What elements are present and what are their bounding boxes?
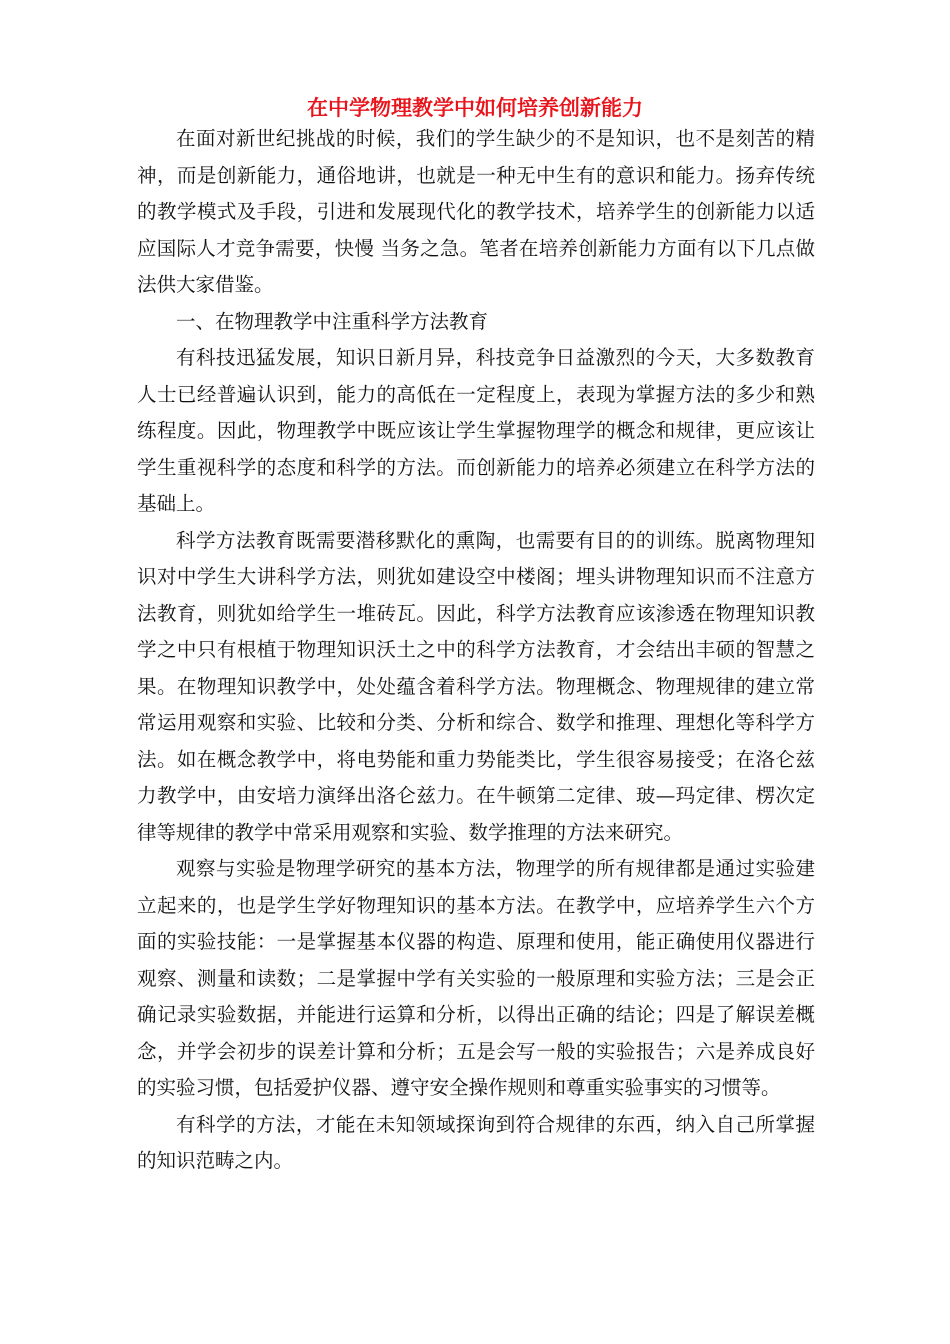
paragraph-method-education: 科学方法教育既需要潜移默化的熏陶，也需要有目的的训练。脱离物理知识对中学生大讲科学方法，则犹如建设空中楼阁；埋头讲物理知识而不注意方法教育，则犹如给学生一堆砖瓦。因此，科学方法教育应该渗透在物理知识教学之中只有根植于物理知识沃土之中的科学方法教育，才会结出丰硕的智慧之果。在物理知识教学中，处处蕴含着科学方法。物理概念、物理规律的建立常常运用观察和实验、比较和分类、分析和综合、数学和推理、理想化等科学方法。如在概念教学中，将电势能和重力势能类比，学生很容易接受；在洛仑兹力教学中，由安培力演绎出洛仑兹力。在牛顿第二定律、玻—玛定律、楞次定律等规律的教学中常采用观察和实验、数学推理的方法来研究。: [137, 528, 815, 844]
paragraph-method-importance: 有科技迅猛发展，知识日新月异，科技竞争日益激烈的今天，大多数教育人士已经普遍认识到，能力的高低在一定程度上，表现为掌握方法的多少和熟练程度。因此，物理教学中既应该让学生掌握物理学的概念和规律，更应该让学生重视科学的态度和科学的方法。而创新能力的培养必须建立在科学方法的基础上。: [137, 346, 815, 515]
document-title: 在中学物理教学中如何培养创新能力: [307, 96, 643, 120]
document-body: [137, 121, 815, 1180]
paragraph-conclusion: 有科学的方法，才能在未知领域探询到符合规律的东西，纳入自己所掌握的知识范畴之内。: [137, 1112, 815, 1172]
paragraph-observation-experiment: 观察与实验是物理学研究的基本方法，物理学的所有规律都是通过实验建立起来的，也是学生学好物理知识的基本方法。在教学中，应培养学生六个方面的实验技能：一是掌握基本仪器的构造、原理和使用，能正确使用仪器进行观察、测量和读数；二是掌握中学有关实验的一般原理和实验方法；三是会正确记录实验数据，并能进行运算和分析，以得出正确的结论；四是了解误差概念，并学会初步的误差计算和分析；五是会写一般的实验报告；六是养成良好的实验习惯，包括爱护仪器、遵守安全操作规则和尊重实验事实的习惯等。: [137, 857, 815, 1099]
section-heading-1: 一、在物理教学中注重科学方法教育: [176, 309, 489, 333]
paragraph-intro: 在面对新世纪挑战的时候，我们的学生缺少的不是知识，也不是刻苦的精神，而是创新能力，通俗地讲，也就是一种无中生有的意识和能力。扬弃传统的教学模式及手段，引进和发展现代化的教学技术，培养学生的创新能力以适应国际人才竞争需要，快慢 当务之急。笔者在培养创新能力方面有以下几点做法供大家借鉴。: [137, 127, 815, 296]
